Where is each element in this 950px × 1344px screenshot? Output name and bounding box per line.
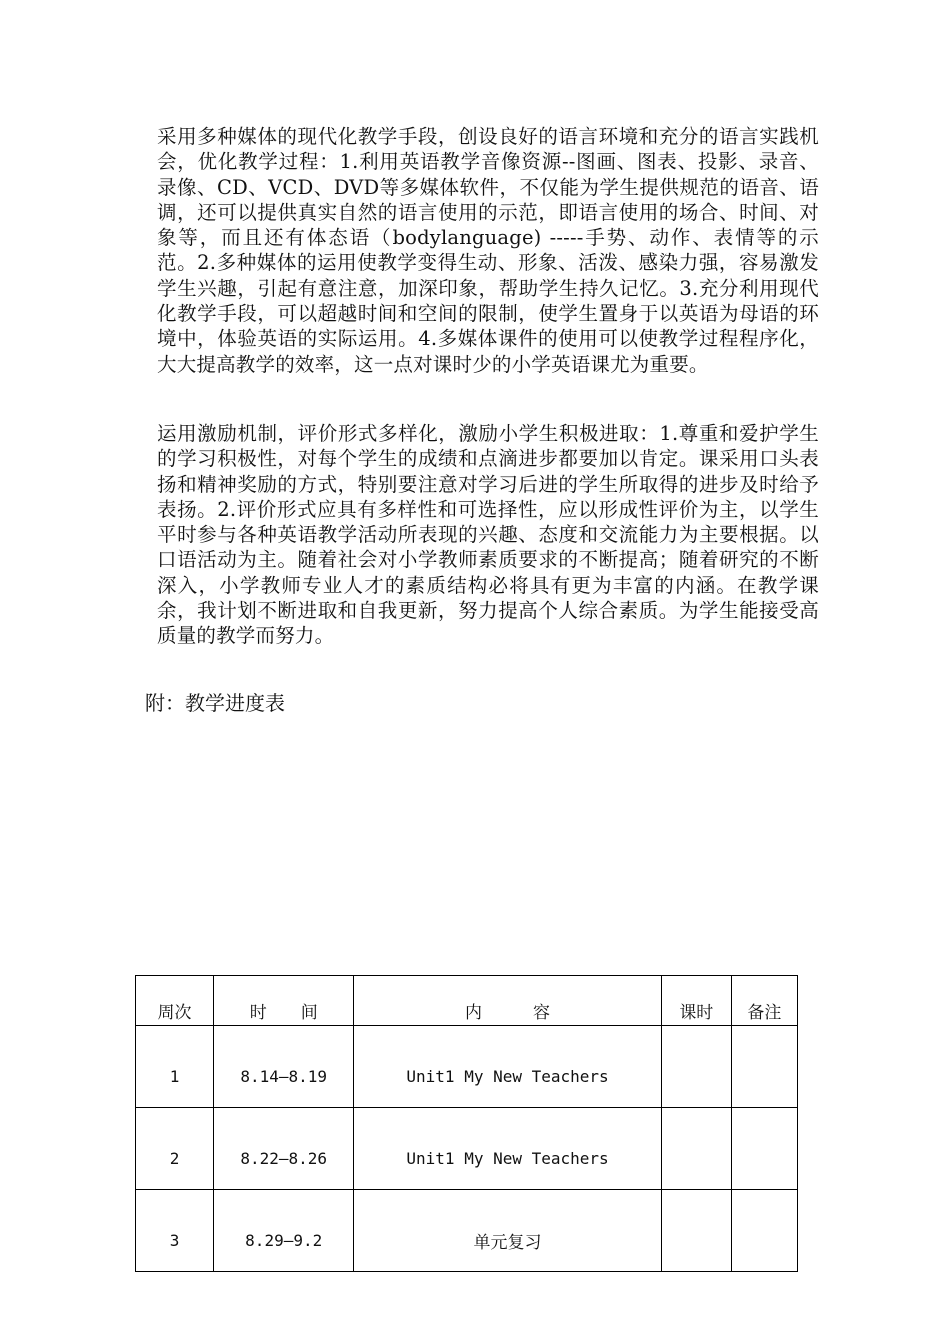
header-time: 时 间 bbox=[214, 976, 354, 1026]
body-paragraph-multimedia: 采用多种媒体的现代化教学手段，创设良好的语言环境和充分的语言实践机会，优化教学过程：1.利用英语教学音像资源--图画、图表、投影、录音、录像、CD、VCD、DVD等多媒体软件，不仅能为学生提供规范的语音、语调，还可以提供真实自然的语言使用的示范，即语言使用的场合、时间、对象等，而且还有体态语（bodylanguage) -----手势、动作、表情等的示范。2.多种媒体的运用使教学变得生动、形象、活泼、感染力强，容易激发学生兴趣，引起有意注意，加深印象，帮助学生持久记忆。3.充分利用现代化教学手段，可以超越时间和空间的限制，使学生置身于以英语为母语的环境中，体验英语的实际运用。4.多媒体课件的使用可以使教学过程程序化，大大提高教学的效率，这一点对课时少的小学英语课尤为重要。 bbox=[157, 125, 819, 376]
cell-week: 3 bbox=[136, 1190, 214, 1272]
cell-hours bbox=[661, 1026, 731, 1108]
header-hours: 课时 bbox=[661, 976, 731, 1026]
cell-content: 单元复习 bbox=[354, 1190, 661, 1272]
cell-notes bbox=[731, 1190, 797, 1272]
table-header-row bbox=[136, 976, 798, 1026]
cell-notes bbox=[731, 1108, 797, 1190]
table-row bbox=[136, 1108, 798, 1190]
cell-content: Unit1 My New Teachers bbox=[354, 1108, 661, 1190]
cell-hours bbox=[661, 1190, 731, 1272]
header-content: 内 容 bbox=[354, 976, 661, 1026]
teaching-schedule-table bbox=[135, 975, 798, 1272]
cell-time: 8.22—8.26 bbox=[214, 1108, 354, 1190]
header-week: 周次 bbox=[136, 976, 214, 1026]
cell-time: 8.29—9.2 bbox=[214, 1190, 354, 1272]
cell-content: Unit1 My New Teachers bbox=[354, 1026, 661, 1108]
body-paragraph-incentive: 运用激励机制，评价形式多样化，激励小学生积极进取：1.尊重和爱护学生的学习积极性，对每个学生的成绩和点滴进步都要加以肯定。课采用口头表扬和精神奖励的方式，特别要注意对学习后进的学生所取得的进步及时给予表扬。2.评价形式应具有多样性和可选择性，应以形成性评价为主，以学生平时参与各种英语教学活动所表现的兴趣、态度和交流能力为主要根据。以口语活动为主。随着社会对小学教师素质要求的不断提高；随着研究的不断深入，小学教师专业人才的素质结构必将具有更为丰富的内涵。在教学课余，我计划不断进取和自我更新，努力提高个人综合素质。为学生能接受高质量的教学而努力。 bbox=[157, 422, 819, 648]
cell-hours bbox=[661, 1108, 731, 1190]
cell-week: 1 bbox=[136, 1026, 214, 1108]
cell-notes bbox=[731, 1026, 797, 1108]
table-row bbox=[136, 1026, 798, 1108]
header-notes: 备注 bbox=[731, 976, 797, 1026]
appendix-title: 附：教学进度表 bbox=[145, 691, 285, 715]
table-row bbox=[136, 1190, 798, 1272]
cell-time: 8.14—8.19 bbox=[214, 1026, 354, 1108]
cell-week: 2 bbox=[136, 1108, 214, 1190]
